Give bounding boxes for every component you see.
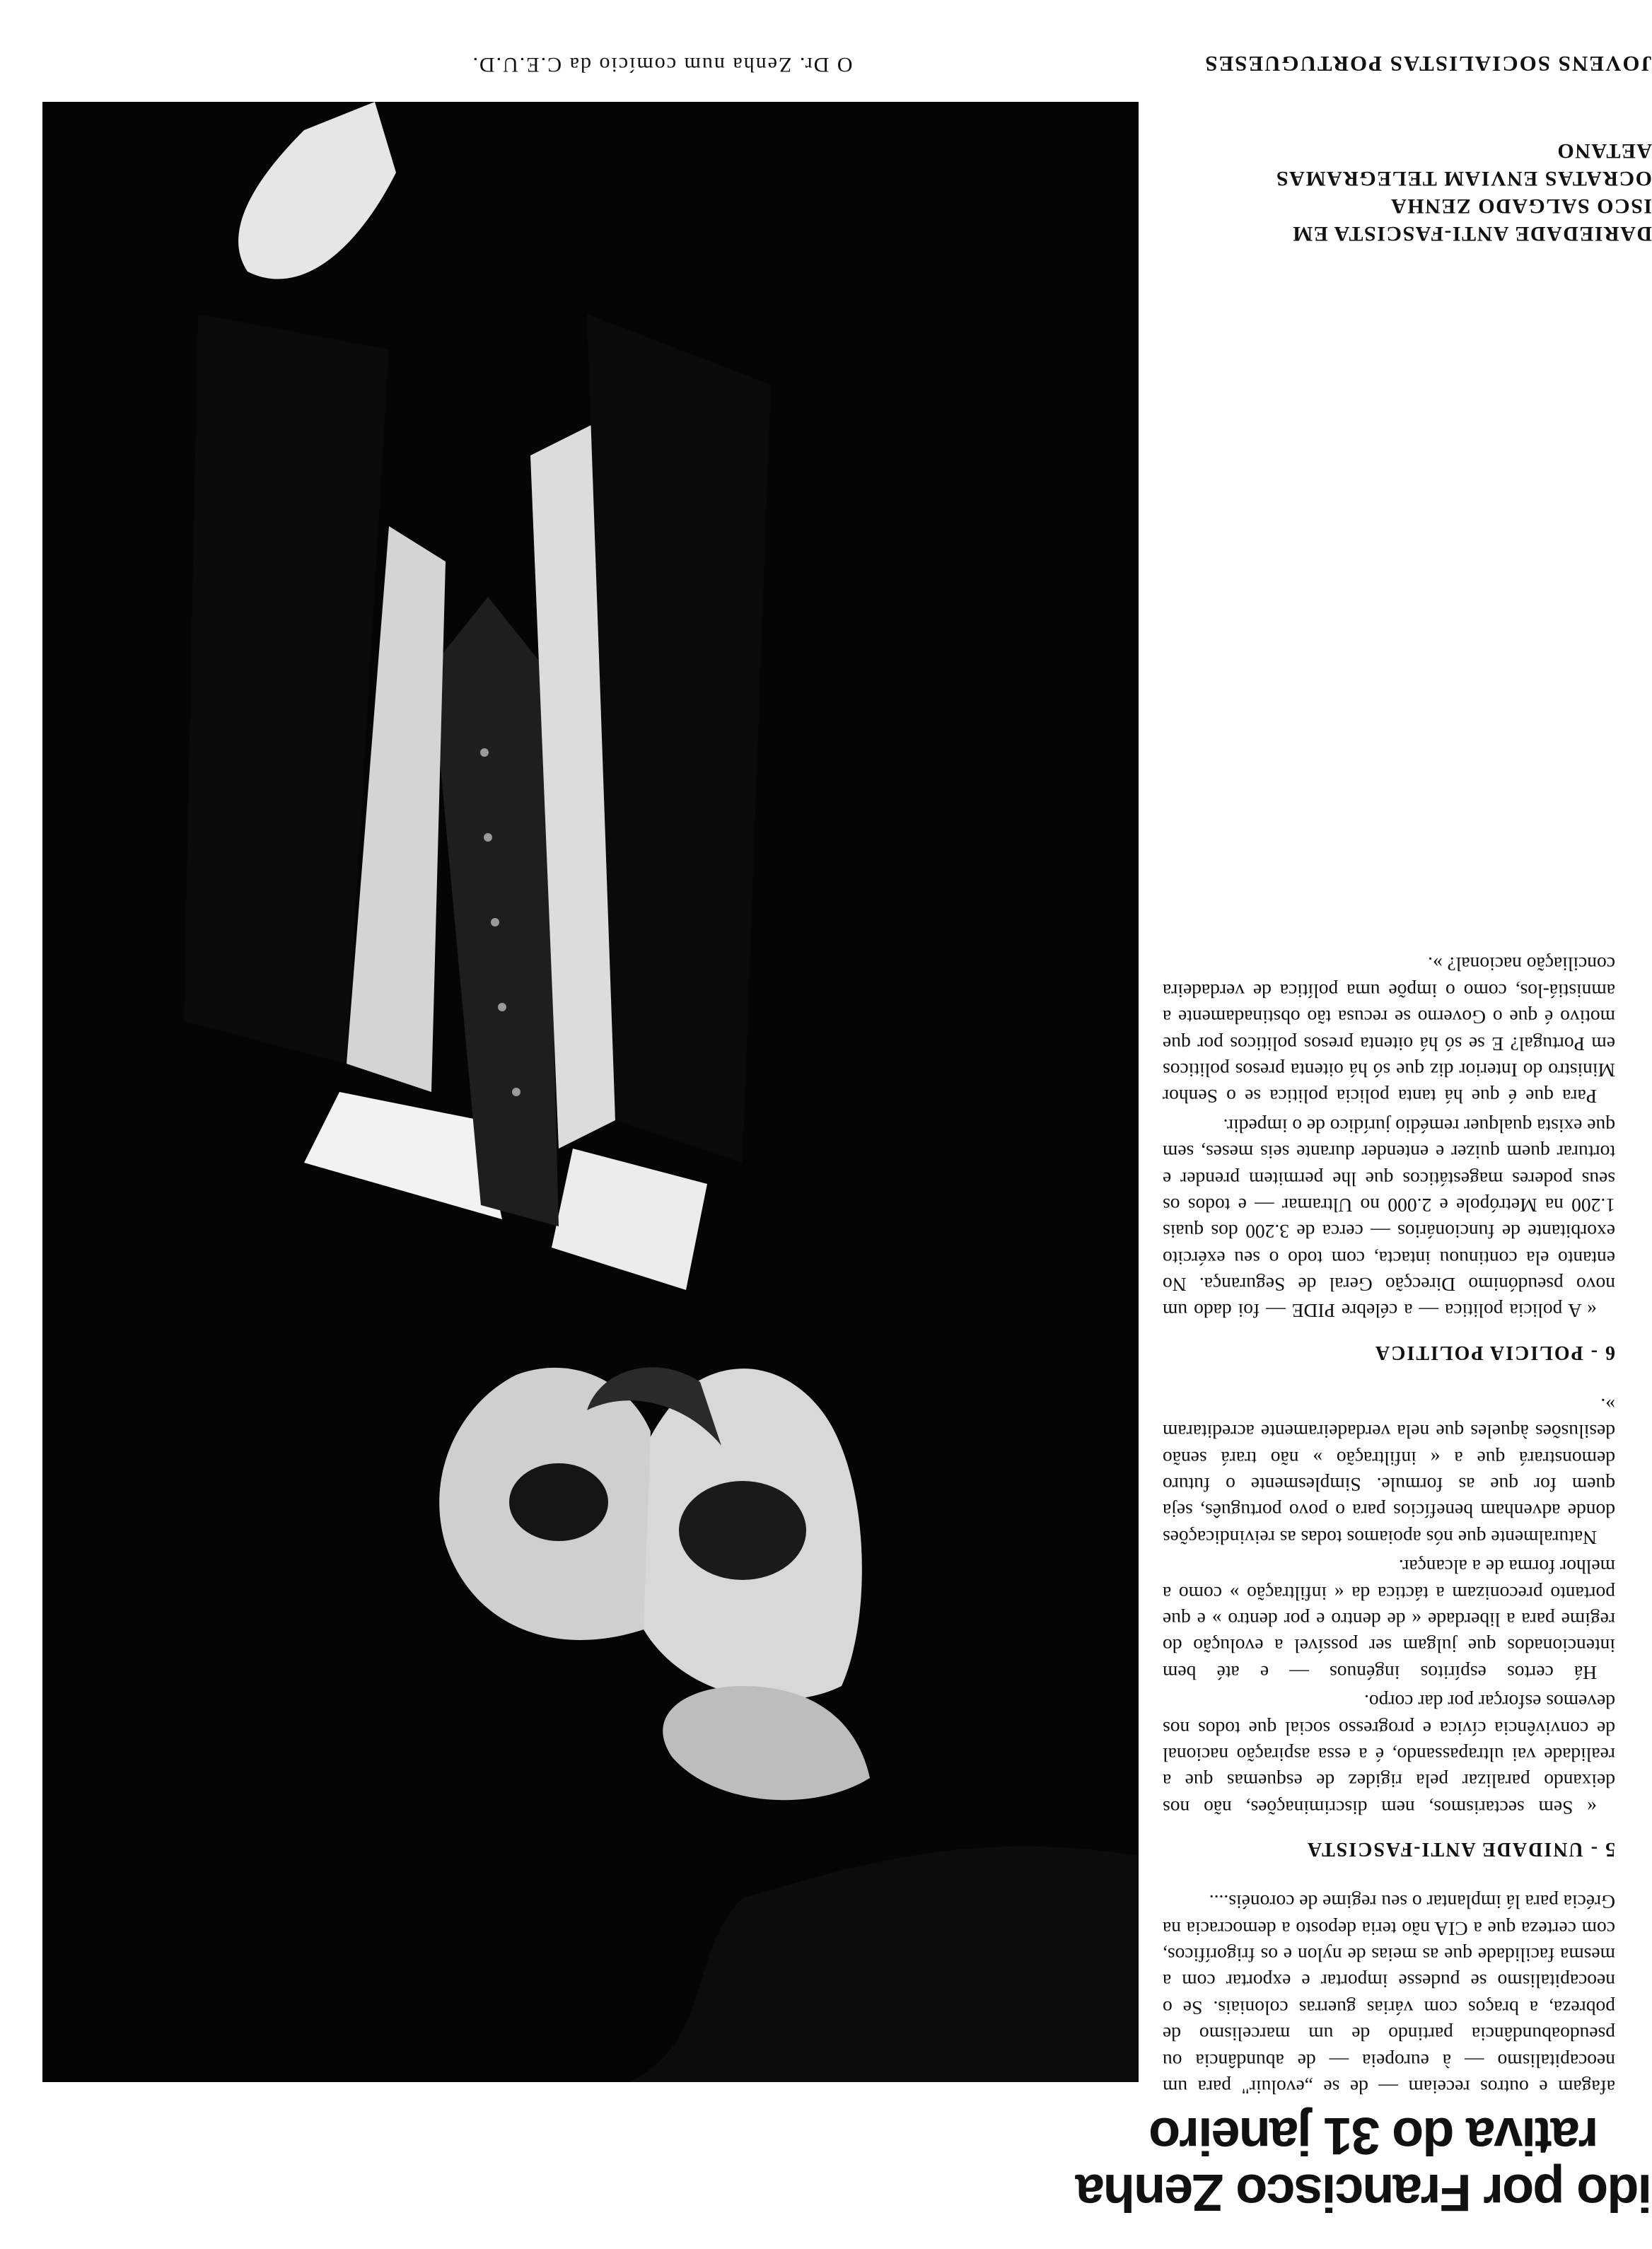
section-heading-jovens-socialistas: JOVENS SOCIALISTAS PORTUGUESES: [1204, 52, 1652, 76]
intro-paragraph: afagam e outros receiam — de se „evoluir" para um neocapitalismo — à europeia — de abundância ou pseudoabundância partindo de um marcelismo de pobreza, a braços com várias guerras coloniais. Se o neocapitalismo se pudesse importar e exportar com a mesma facilidade que as meias de nylon e os frigoríficos, com certeza que a CIA não teria deposto a democracia na Grécia para lá implantar o seu regime de coronéis....: [1163, 1891, 1615, 2098]
next-article-heading-line: DARIEDADE ANTI-FASCISTA EM: [1291, 222, 1652, 245]
next-article-heading-line: OCRATAS ENVIAM TELEGRAMAS: [1275, 167, 1652, 190]
headline-line-1: ido por Francisco Zenha: [1076, 2163, 1652, 2222]
next-article-heading-line: AETANO: [1556, 139, 1652, 163]
section-5-paragraph: « Sem sectarismos, nem discriminações, não nos deixando paralizar pela rigidez de esquemas que a realidade vai ultrapassando, é a essa aspiração nacional de convivência cívica e progresso social que todos nos devemos esforçar por dar corpo.: [1163, 1691, 1615, 1819]
speaker-photo: [42, 102, 1139, 2082]
section-5-heading: 5 - UNIDADE ANTI-FASCISTA: [1305, 1837, 1615, 1860]
article-column: [1163, 948, 1615, 2100]
headline-line-2: rativa do 31 janeiro: [1150, 2107, 1599, 2166]
photo-caption: O Dr. Zenha num comício da C.E.U.D.: [471, 53, 853, 76]
section-5-paragraph: Há certos espíritos ingénuos — e até bem intencionados que julgam ser possível a evolução do regime para a liberdade « de dentro e por dentro » e que portanto preconizam a táctica da « infiltração » como a melhor forma de a alcançar.: [1163, 1556, 1615, 1684]
section-5-paragraph: Naturalmente que nós apoiamos todas as reivindicações donde advenham benefícios para o povo português, seja quem for que as formule. Simplesmente o futuro demonstrará que a « infiltração » não trará senão desilusões àqueles que nela verdadeiramente acreditaram ».: [1163, 1394, 1615, 1549]
section-6-heading: 6 - POLICIA POLITICA: [1373, 1341, 1615, 1364]
section-6-paragraph: « A policia politica — a célebre PIDE — foi dado um novo pseudónimo Direcção Geral de Segurança. No entanto ela continuou intacta, com todo o seu exército exorbitante de funcionários — cerca de 3.200 dos quais 1.200 na Metrópole e 2.000 no Ultramar — e todos os seus poderes magestáticos que lhe permitem prender e torturar quem quizer e entender durante seis meses, sem que exista qualquer remédio jurídico de o impedir.: [1163, 1115, 1615, 1323]
next-article-headings: [1157, 50, 1652, 248]
headline: [1076, 2107, 1652, 2222]
next-article-heading-line: ISCO SALGADO ZENHA: [1390, 194, 1652, 218]
section-6-paragraph: Para que é que há tanta policia politica se o Senhor Ministro do Interior diz que só há oitenta presos politicos em Portugal? E se só há oitenta presos politicos por que motivo é que o Governo se recusa tão obstinadamente a amnistiá-los, como o impõe uma política de verdadeira conciliação nacional? ».: [1163, 953, 1615, 1108]
speaker-photo-image: [42, 102, 1139, 2082]
